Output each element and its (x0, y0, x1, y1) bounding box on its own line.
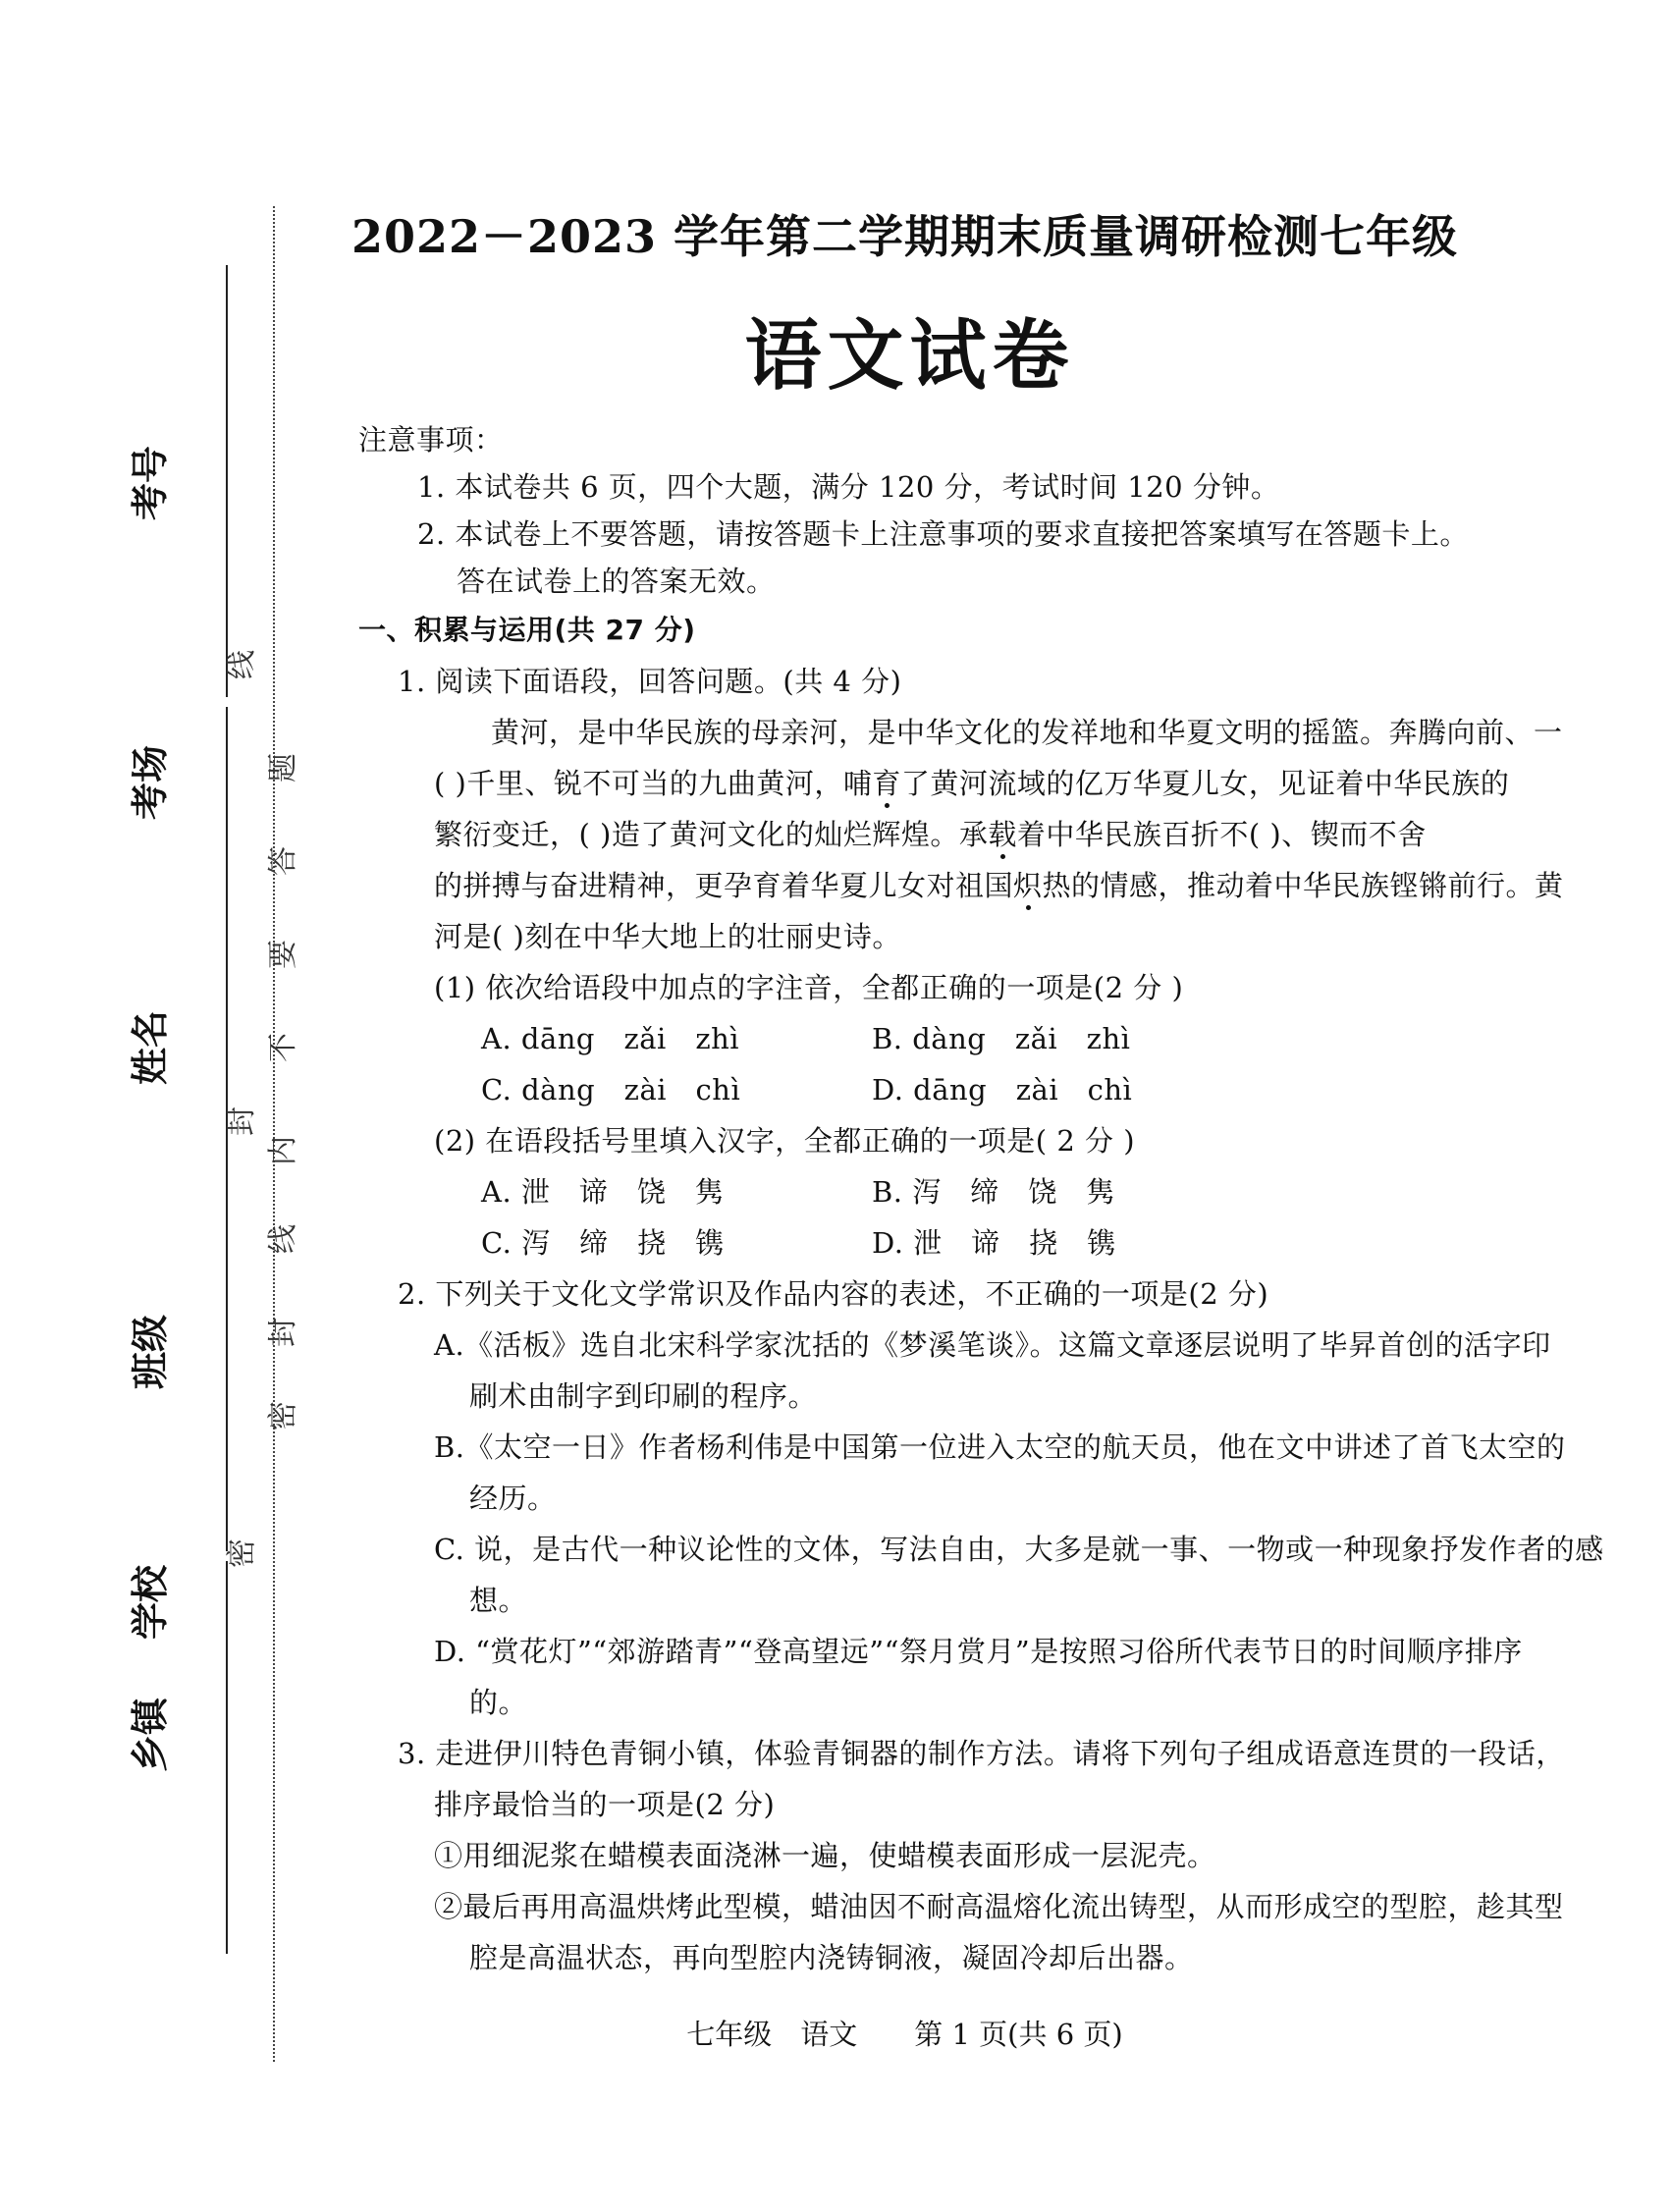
binding-dotted-line (273, 206, 275, 2062)
option-B: B. dàng zǎi zhì (872, 1022, 1131, 1055)
dotted-char: 育 (872, 767, 901, 800)
option-A: A.《活板》选自北宋科学家沈括的《梦溪笔谈》。这篇文章逐层说明了毕昇首创的活字印 (434, 1328, 1551, 1362)
option-A-cont: 刷术由制字到印刷的程序。 (469, 1379, 818, 1413)
question-stem: 1. 阅读下面语段，回答问题。(共 4 分) (398, 665, 902, 698)
passage-line: 繁衍变迁，( )造了黄河文化的灿烂辉煌。承载着中华民族百折不( )、锲而不舍 (434, 818, 1427, 851)
sub-question: (1) 依次给语段中加点的字注音，全都正确的一项是(2 分 ) (434, 971, 1184, 1004)
passage-line: 黄河，是中华民族的母亲河，是中华文化的发祥地和华夏文明的摇篮。奔腾向前、一 (491, 716, 1563, 749)
seal-char: 内 (266, 1136, 300, 1165)
option-C: C. 说，是古代一种议论性的文体，写法自由，大多是就一事、一物或一种现象抒发作者的感 (434, 1533, 1604, 1566)
seal-char: 线 (266, 1224, 300, 1254)
field-school: 学校 (129, 1564, 173, 1641)
option-A: A. dāng zǎi zhì (481, 1022, 740, 1055)
field-exam-room: 考场 (129, 744, 173, 821)
notes-item: 2. 本试卷上不要答题，请按答题卡上注意事项的要求直接把答案填写在答题卡上。 (417, 517, 1469, 551)
option-C: C. dàng zài chì (481, 1073, 741, 1106)
sentence-item: ②最后再用高温烘烤此型模，蜡油因不耐高温熔化流出铸型，从而形成空的型腔，趁其型 (434, 1890, 1564, 1923)
seal-char: 要 (266, 940, 300, 969)
option-D-cont: 的。 (469, 1686, 528, 1719)
seal-char: 题 (266, 753, 300, 782)
seal-char: 不 (266, 1033, 300, 1062)
option-D: D. dāng zài chì (872, 1073, 1133, 1106)
margin-rule-lower (226, 1561, 228, 1954)
passage-line: ( )千里、锐不可当的九曲黄河，哺育了黄河流域的亿万华夏儿女，见证着中华民族的 (434, 767, 1510, 800)
seal-char: 封 (225, 1106, 259, 1136)
seal-char: 线 (225, 650, 259, 679)
notes-item: 1. 本试卷共 6 页，四个大题，满分 120 分，考试时间 120 分钟。 (417, 470, 1280, 504)
option-B: B.《太空一日》作者杨利伟是中国第一位进入太空的航天员，他在文中讲述了首飞太空的 (434, 1430, 1566, 1464)
dotted-char: 炽 (1013, 869, 1043, 902)
seal-char: 封 (266, 1318, 300, 1347)
notes-heading: 注意事项： (358, 423, 504, 457)
seal-char: 密 (266, 1401, 300, 1430)
option-D: D. 泄 谛 挠 镌 (872, 1226, 1116, 1260)
sentence-item-cont: 腔是高温状态，再向型腔内浇铸铜液，凝固冷却后出器。 (469, 1941, 1194, 1974)
seal-char: 密 (225, 1538, 259, 1568)
seal-char: 答 (266, 846, 300, 876)
dotted-char: 载 (988, 818, 1017, 851)
section-heading: 一、积累与运用(共 27 分) (358, 614, 696, 646)
exam-title: 2022－2023 学年第二学期期末质量调研检测七年级 (351, 210, 1459, 263)
passage-line: 的拼搏与奋进精神，更孕育着华夏儿女对祖国炽热的情感，推动着中华民族铿锵前行。黄 (434, 869, 1564, 902)
option-A: A. 泄 谛 饶 隽 (481, 1175, 725, 1209)
field-class: 班级 (129, 1314, 173, 1390)
exam-subtitle: 语文试卷 (744, 311, 1075, 401)
question-stem-cont: 排序最恰当的一项是(2 分) (434, 1788, 776, 1821)
field-exam-number: 考号 (129, 445, 173, 521)
option-C: C. 泻 缔 挠 镌 (481, 1226, 725, 1260)
option-B: B. 泻 缔 饶 隽 (872, 1175, 1115, 1209)
sentence-item: ①用细泥浆在蜡模表面浇淋一遍，使蜡模表面形成一层泥壳。 (434, 1839, 1216, 1872)
field-town: 乡镇 (129, 1697, 173, 1773)
question-stem: 2. 下列关于文化文学常识及作品内容的表述，不正确的一项是(2 分) (398, 1277, 1269, 1311)
question-stem: 3. 走进伊川特色青铜小镇，体验青铜器的制作方法。请将下列句子组成语意连贯的一段话， (398, 1737, 1565, 1770)
option-D: D. “赏花灯”“郊游踏青”“登高望远”“祭月赏月”是按照习俗所代表节日的时间顺序排序 (434, 1635, 1523, 1668)
sub-question: (2) 在语段括号里填入汉字，全都正确的一项是( 2 分 ) (434, 1124, 1136, 1158)
page-footer: 七年级 语文 第 1 页(共 6 页) (686, 2018, 1123, 2051)
passage-line: 河是( )刻在中华大地上的壮丽史诗。 (434, 920, 901, 953)
option-C-cont: 想。 (469, 1584, 528, 1617)
option-B-cont: 经历。 (469, 1482, 557, 1515)
notes-item: 答在试卷上的答案无效。 (457, 565, 776, 598)
field-name: 姓名 (129, 1009, 173, 1086)
